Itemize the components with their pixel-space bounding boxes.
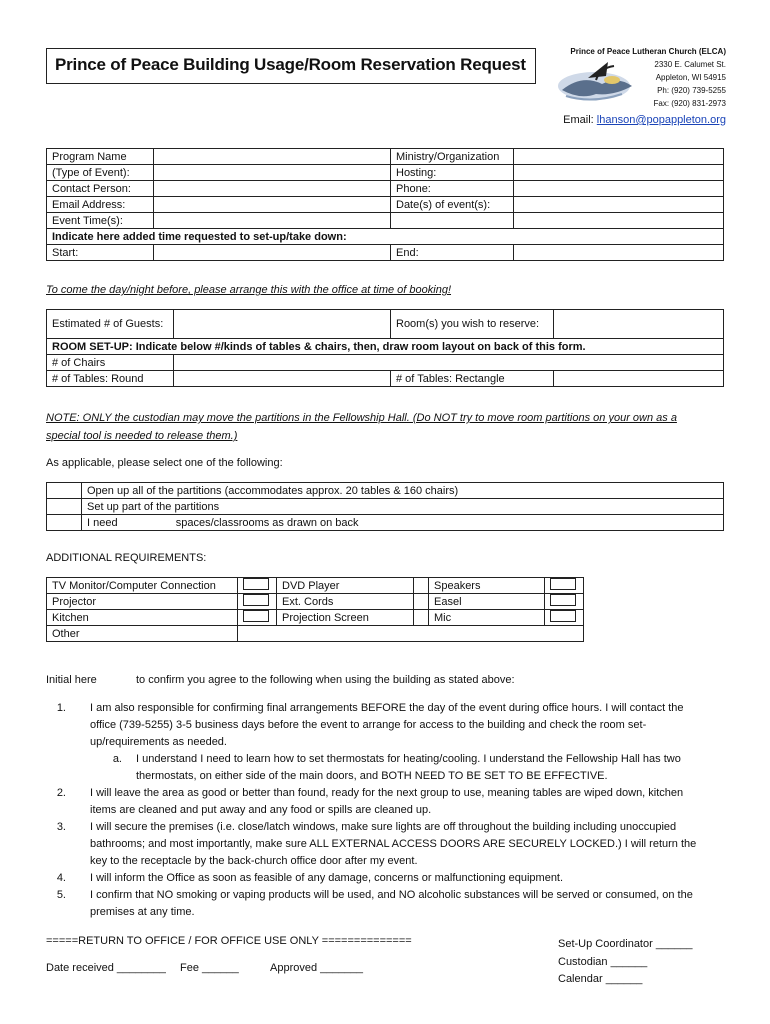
initial-here-label: Initial here <box>46 674 97 686</box>
projector-checkbox[interactable] <box>238 594 277 610</box>
contact-person-label: Contact Person: <box>47 181 154 197</box>
org-phone: Ph: (920) 739-5255 <box>657 86 726 95</box>
date-received[interactable]: Date received ________ <box>46 962 166 974</box>
fee[interactable]: Fee ______ <box>180 962 239 974</box>
start-label: Start: <box>47 245 154 261</box>
partition-spaces-checkbox[interactable] <box>47 515 82 531</box>
dates-label: Date(s) of event(s): <box>391 197 514 213</box>
hosting-field[interactable] <box>514 165 724 181</box>
ministry-label: Ministry/Organization <box>391 149 514 165</box>
additional-heading: ADDITIONAL REQUIREMENTS: <box>46 552 207 564</box>
partition-options-table <box>46 482 724 531</box>
program-name-label: Program Name <box>47 149 154 165</box>
mic-label: Mic <box>429 610 545 626</box>
approved[interactable]: Approved _______ <box>270 962 363 974</box>
setup-time-note: Indicate here added time requested to set-up/take down: <box>47 229 724 245</box>
calendar[interactable]: Calendar ______ <box>558 973 643 985</box>
email-address-field[interactable] <box>154 197 391 213</box>
hosting-label: Hosting: <box>391 165 514 181</box>
kitchen-checkbox[interactable] <box>238 610 277 626</box>
setup-coordinator[interactable]: Set-Up Coordinator ______ <box>558 938 693 950</box>
custodian[interactable]: Custodian ______ <box>558 956 648 968</box>
email-line <box>563 114 726 126</box>
screen-checkbox[interactable] <box>414 610 429 626</box>
partition-option-part: Set up part of the partitions <box>82 499 724 515</box>
tables-rect-field[interactable] <box>554 371 724 387</box>
night-before-note: To come the day/night before, please arrange this with the office at time of booking! <box>46 284 452 296</box>
screen-label: Projection Screen <box>277 610 414 626</box>
tables-rect-label: # of Tables: Rectangle <box>391 371 554 387</box>
page-title: Prince of Peace Building Usage/Room Reservation Request <box>55 55 526 74</box>
guests-label: Estimated # of Guests: <box>47 310 174 339</box>
speakers-checkbox[interactable] <box>545 578 584 594</box>
tv-checkbox[interactable] <box>238 578 277 594</box>
rooms-label: Room(s) you wish to reserve: <box>391 310 554 339</box>
kitchen-label: Kitchen <box>47 610 238 626</box>
title-box <box>46 48 536 84</box>
event-info-table <box>46 148 724 261</box>
additional-requirements-table <box>46 577 584 642</box>
phone-label: Phone: <box>391 181 514 197</box>
partition-note-line2: special tool is needed to release them.) <box>46 430 238 442</box>
contact-person-field[interactable] <box>154 181 391 197</box>
tables-round-label: # of Tables: Round <box>47 371 174 387</box>
agreement-list: 1. I am also responsible for confirming final arrangements BEFORE the day of the event during office hours. I will contact the office (739-5255) 3-5 business days before the event to arrange for access to the building and check the room set- up/requirements as needed. a. I understand I need to learn how to set thermostats for heating/cooling. I understand the Fellowship Hall has two thermostats, on either side of the main doors, and BOTH NEED TO BE SET TO BE EFFECTIVE. 2. I will leave the area as good or better than found, ready for the next group to use, meaning tables are wiped down, kitchen items are cleaned and put away and any food or spills are cleaned up. 3. I will secure the premises (i.e. close/latch windows, make sure lights are off throughout the building including unoccupied bathrooms; and most importantly, make sure ALL EXTERNAL ACCESS DOORS ARE SECURELY LOCKED.) I will return the key to the receptacle by the back-church office door after my event. 4. I will inform the Office as soon as feasible of any damage, concerns or malfunctioning equipment. 5. I confirm that NO smoking or vaping products will be used, and NO alcoholic substances will be served or consumed, on the premises at any time. <box>56 702 697 918</box>
event-times-field[interactable] <box>154 213 391 229</box>
rooms-field[interactable] <box>554 310 724 339</box>
tables-round-field[interactable] <box>174 371 391 387</box>
org-address <box>506 45 726 110</box>
chairs-field[interactable] <box>174 355 724 371</box>
event-times-label: Event Time(s): <box>47 213 154 229</box>
ministry-field[interactable] <box>514 149 724 165</box>
end-field[interactable] <box>514 245 724 261</box>
type-of-event-field[interactable] <box>154 165 391 181</box>
projector-label: Projector <box>47 594 238 610</box>
easel-checkbox[interactable] <box>545 594 584 610</box>
email-label: Email: <box>563 114 594 126</box>
dvd-checkbox[interactable] <box>414 578 429 594</box>
cords-checkbox[interactable] <box>414 594 429 610</box>
speakers-label: Speakers <box>429 578 545 594</box>
org-name: Prince of Peace Lutheran Church (ELCA) <box>570 47 726 56</box>
chairs-label: # of Chairs <box>47 355 174 371</box>
confirm-text: to confirm you agree to the following when using the building as stated above: <box>136 674 515 686</box>
partition-option-all: Open up all of the partitions (accommodates approx. 20 tables & 160 chairs) <box>82 483 724 499</box>
room-setup-header: ROOM SET-UP: Indicate below #/kinds of tables & chairs, then, draw room layout on back of this form. <box>47 339 724 355</box>
org-address-line1: 2330 E. Calumet St. <box>654 60 726 69</box>
event-times-field-3[interactable] <box>514 213 724 229</box>
setup-table <box>46 309 724 387</box>
org-address-line2: Appleton, WI 54915 <box>655 73 726 82</box>
partition-note-line1: NOTE: ONLY the custodian may move the partitions in the Fellowship Hall. (Do NOT try to move room partitions on your own as a <box>46 412 677 424</box>
other-label: Other <box>47 626 238 642</box>
partition-all-checkbox[interactable] <box>47 483 82 499</box>
program-name-field[interactable] <box>154 149 391 165</box>
phone-field[interactable] <box>514 181 724 197</box>
partition-option-spaces <box>82 515 724 531</box>
email-link[interactable]: lhanson@popappleton.org <box>596 114 726 126</box>
tv-label: TV Monitor/Computer Connection <box>47 578 238 594</box>
as-applicable-text: As applicable, please select one of the following: <box>46 457 283 469</box>
start-field[interactable] <box>154 245 391 261</box>
dvd-label: DVD Player <box>277 578 414 594</box>
org-fax: Fax: (920) 831-2973 <box>653 99 726 108</box>
mic-checkbox[interactable] <box>545 610 584 626</box>
email-address-label: Email Address: <box>47 197 154 213</box>
dates-field[interactable] <box>514 197 724 213</box>
office-use-banner: =====RETURN TO OFFICE / FOR OFFICE USE ONLY ============== <box>46 935 412 947</box>
type-of-event-label: (Type of Event): <box>47 165 154 181</box>
other-field[interactable] <box>238 626 584 642</box>
i-need-text: I need <box>87 516 118 529</box>
end-label: End: <box>391 245 514 261</box>
easel-label: Easel <box>429 594 545 610</box>
partition-part-checkbox[interactable] <box>47 499 82 515</box>
guests-field[interactable] <box>174 310 391 339</box>
cords-label: Ext. Cords <box>277 594 414 610</box>
event-times-field-2[interactable] <box>391 213 514 229</box>
spaces-text: spaces/classrooms as drawn on back <box>175 516 359 529</box>
